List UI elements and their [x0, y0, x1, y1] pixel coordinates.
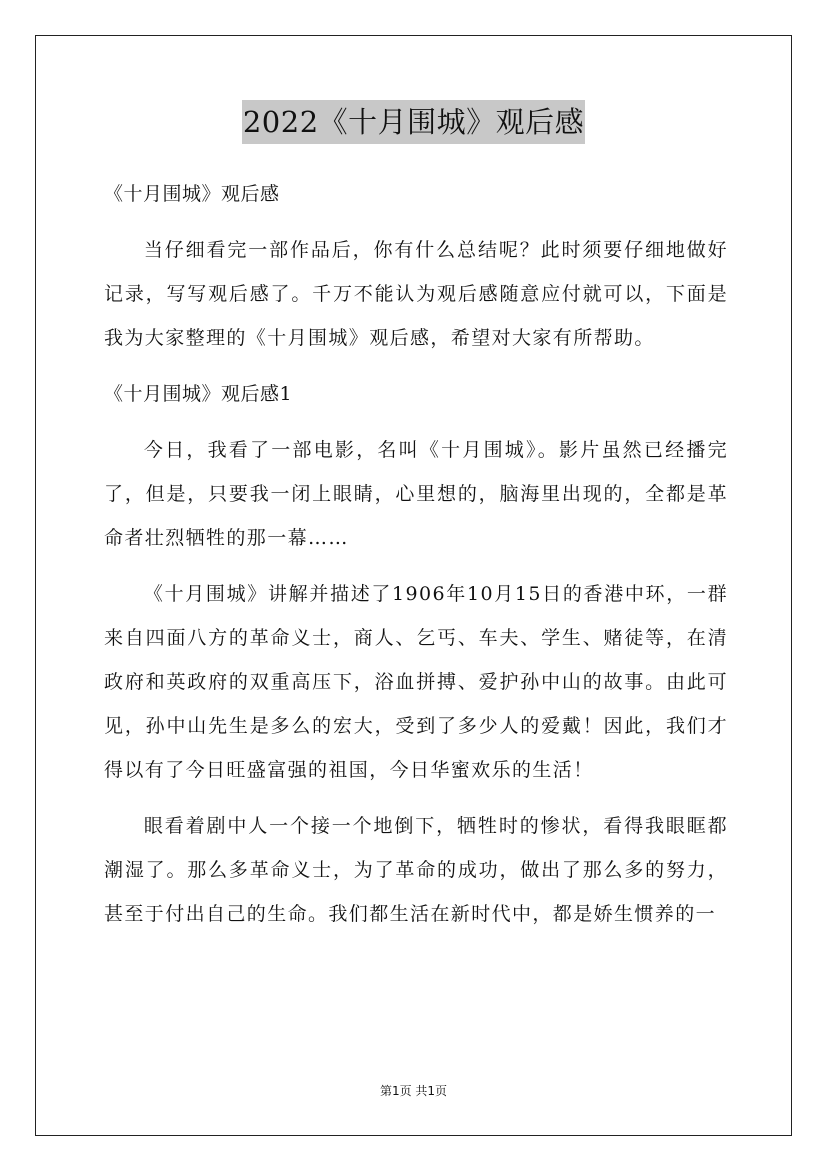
document-body: [104, 172, 728, 948]
body-paragraph: 《十月围城》讲解并描述了1906年10月15日的香港中环，一群来自四面八方的革命义士，商人、乞丐、车夫、学生、赌徒等，在清政府和英政府的双重高压下，浴血拼搏、爱护孙中山的故事。由此可见，孙中山先生是多么的宏大，受到了多少人的爱戴！因此，我们才得以有了今日旺盛富强的祖国，今日华蜜欢乐的生活！: [104, 583, 728, 781]
body-paragraph: 今日，我看了一部电影，名叫《十月围城》。影片虽然已经播完了，但是，只要我一闭上眼睛，心里想的，脑海里出现的，全都是革命者壮烈牺牲的那一幕……: [104, 439, 728, 549]
document-title: 2022《十月围城》观后感: [242, 100, 585, 144]
page-footer: 第1页 共1页: [379, 1084, 448, 1098]
section-heading: 《十月围城》观后感1: [104, 383, 293, 405]
title-wrap: [0, 100, 827, 144]
intro-paragraph: 当仔细看完一部作品后，你有什么总结呢？此时须要仔细地做好记录，写写观后感了。千万不能认为观后感随意应付就可以，下面是我为大家整理的《十月围城》观后感，希望对大家有所帮助。: [104, 239, 728, 349]
article-heading: 《十月围城》观后感: [104, 183, 280, 205]
body-paragraph: 眼看着剧中人一个接一个地倒下，牺牲时的惨状，看得我眼眶都潮湿了。那么多革命义士，为了革命的成功，做出了那么多的努力，甚至于付出自己的生命。我们都生活在新时代中，都是娇生惯养的一: [104, 815, 728, 925]
